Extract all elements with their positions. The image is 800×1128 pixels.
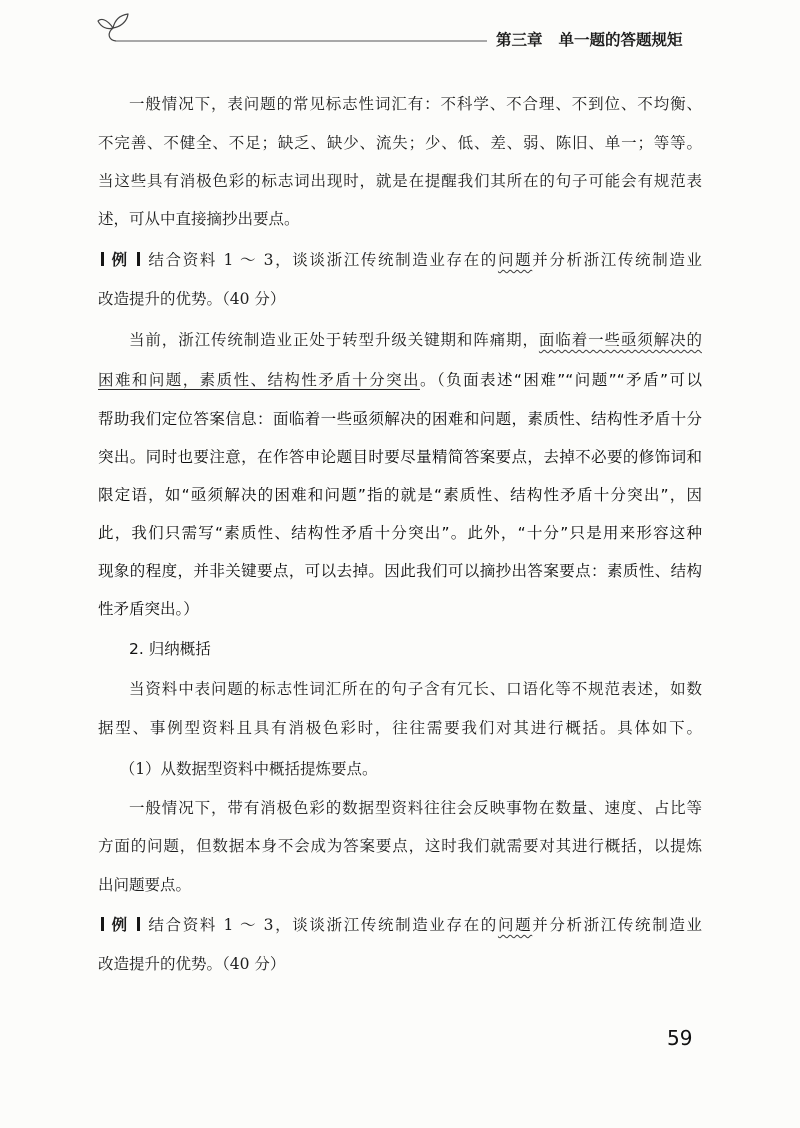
text-line: 不完善、不健全、不足；缺乏、缺少、流失；少、低、差、弱、陈旧、单一；等等。 xyxy=(98,134,702,152)
example-marker: 例 xyxy=(110,250,129,269)
example-marker: 例 xyxy=(110,915,129,934)
text-line: 当这些具有消极色彩的标志词出现时，就是在提醒我们其所在的句子可能会有规范表 xyxy=(98,172,702,190)
source-text: 。 xyxy=(419,371,437,389)
example-marker-bar xyxy=(101,252,104,266)
question-text: 结合资料 1 ～ 3，谈谈浙江传统制造业存在的 xyxy=(146,251,498,269)
example-question-line xyxy=(98,247,702,273)
running-header xyxy=(496,28,683,52)
note-line: 此，我们只需写“素质性、结构性矛盾十分突出”。此外，“十分”只是用来形容这种 xyxy=(98,524,702,542)
example-marker-bar xyxy=(137,917,140,931)
text-line: 一般情况下，带有消极色彩的数据型资料往往会反映事物在数量、速度、占比等 xyxy=(129,799,702,817)
example-question-line: 改造提升的优势。（40 分） xyxy=(98,955,286,973)
wavy-underlined-phrase: 面临着一些亟须解决的 xyxy=(538,331,702,349)
text-line: 方面的问题，但数据本身不会成为答案要点，这时我们就需要对其进行概括，以提炼 xyxy=(98,837,702,855)
question-text: 并分析浙江传统制造业 xyxy=(532,251,702,269)
note-line: 现象的程度，并非关键要点，可以去掉。因此我们可以摘抄出答案要点：素质性、结构 xyxy=(98,562,702,580)
text-line: 一般情况下，表问题的常见标志性词汇有：不科学、不合理、不到位、不均衡、 xyxy=(129,95,702,113)
question-text: 结合资料 1 ～ 3，谈谈浙江传统制造业存在的 xyxy=(146,916,498,934)
note-line: 性矛盾突出。） xyxy=(98,600,199,618)
text-line xyxy=(98,327,702,353)
text-line: 据型、事例型资料且具有消极色彩时，往往需要我们对其进行概括。具体如下。 xyxy=(98,719,702,737)
note-line: 帮助我们定位答案信息：面临着一些亟须解决的困难和问题，素质性、结构性矛盾十分 xyxy=(98,410,702,428)
page-number: 59 xyxy=(667,1026,693,1050)
text-line xyxy=(98,367,702,393)
example-marker-bar xyxy=(101,917,104,931)
source-text: 当前，浙江传统制造业正处于转型升级关键期和阵痛期， xyxy=(129,331,539,349)
example-marker-bar xyxy=(137,252,140,266)
note-text: （负面表述“困难”“问题”“矛盾”可以 xyxy=(436,371,702,389)
text-line: 当资料中表问题的标志性词汇所在的句子含有冗长、口语化等不规范表述，如数 xyxy=(129,680,702,698)
text-line: 出问题要点。 xyxy=(98,876,192,894)
question-text: 并分析浙江传统制造业 xyxy=(532,916,702,934)
wavy-underlined-phrase: 问题 xyxy=(497,916,533,934)
chapter-title: 单一题的答题规矩 xyxy=(558,31,683,49)
section-heading: 2. 归纳概括 xyxy=(129,640,211,658)
note-line: 限定语，如“亟须解决的困难和问题”指的就是“素质性、结构性矛盾十分突出”，因 xyxy=(98,486,702,504)
subsection-heading: （1）从数据型资料中概括提炼要点。 xyxy=(119,760,378,778)
underlined-phrase: 困难和问题，素质性、结构性矛盾十分突出 xyxy=(98,371,420,389)
example-question-line xyxy=(98,912,702,938)
note-line: 突出。同时也要注意，在作答申论题目时要尽量精简答案要点，去掉不必要的修饰词和 xyxy=(98,448,702,466)
example-question-line: 改造提升的优势。（40 分） xyxy=(98,290,286,308)
chapter-label: 第三章 xyxy=(496,31,543,49)
text-line: 述，可从中直接摘抄出要点。 xyxy=(98,210,300,228)
wavy-underlined-phrase: 问题 xyxy=(497,251,533,269)
sprout-logo-icon xyxy=(98,14,128,41)
